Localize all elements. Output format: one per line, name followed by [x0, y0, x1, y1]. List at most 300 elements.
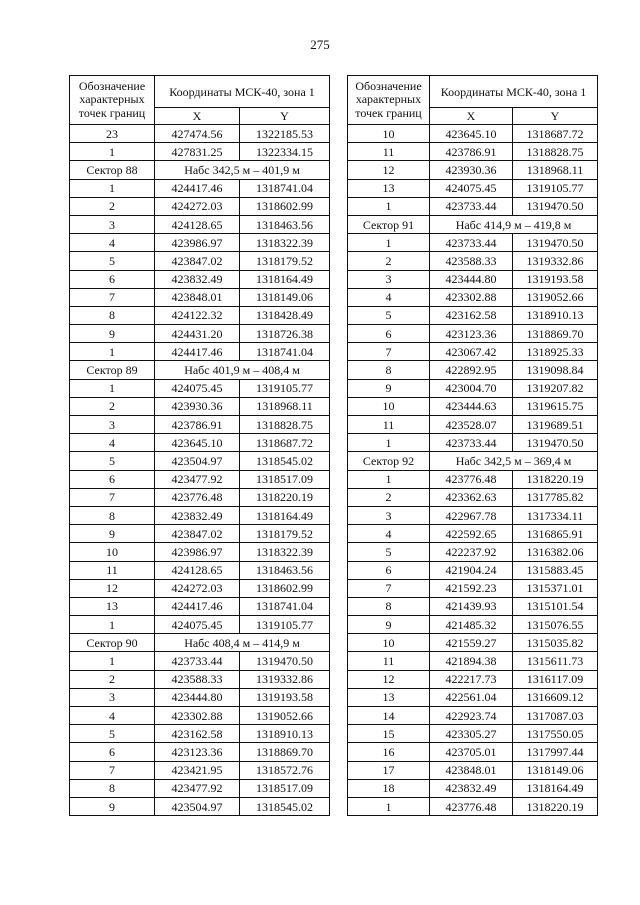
- table-row: [348, 470, 598, 488]
- y-coordinate: 1318968.11: [240, 397, 330, 415]
- point-number: 10: [348, 125, 430, 143]
- point-number: 3: [70, 416, 155, 434]
- table-row: [70, 670, 330, 688]
- y-coordinate: 1316117.09: [513, 670, 598, 688]
- table-row: [348, 707, 598, 725]
- x-coordinate: 424128.65: [155, 561, 240, 579]
- point-number: 3: [348, 506, 430, 524]
- x-coordinate: 424417.46: [155, 179, 240, 197]
- y-coordinate: 1319689.51: [513, 416, 598, 434]
- point-number: 1: [70, 616, 155, 634]
- table-row: [348, 725, 598, 743]
- x-coordinate: 423444.80: [155, 688, 240, 706]
- point-number: 8: [348, 361, 430, 379]
- table-row: [348, 670, 598, 688]
- table-row: [70, 761, 330, 779]
- x-coordinate: 424075.45: [155, 379, 240, 397]
- y-coordinate: 1318322.39: [240, 234, 330, 252]
- point-number: 5: [70, 252, 155, 270]
- point-number: 4: [348, 288, 430, 306]
- table-row: [348, 270, 598, 288]
- y-coordinate: 1318149.06: [513, 761, 598, 779]
- sector-header-row: [348, 452, 598, 470]
- x-coordinate: 423645.10: [155, 434, 240, 452]
- point-number: 4: [348, 525, 430, 543]
- y-coordinate: 1318687.72: [240, 434, 330, 452]
- table-row: [70, 725, 330, 743]
- table-row: [348, 597, 598, 615]
- point-number: 7: [70, 761, 155, 779]
- x-coordinate: 423004.70: [430, 379, 513, 397]
- x-header: X: [155, 108, 240, 125]
- y-coordinate: 1315371.01: [513, 579, 598, 597]
- y-coordinate: 1318164.49: [513, 779, 598, 797]
- point-number: 9: [70, 525, 155, 543]
- x-coordinate: 423162.58: [155, 725, 240, 743]
- y-coordinate: 1319052.66: [240, 707, 330, 725]
- table-row: [348, 561, 598, 579]
- x-coordinate: 424272.03: [155, 579, 240, 597]
- point-number: 6: [348, 561, 430, 579]
- point-number: 10: [348, 397, 430, 415]
- point-number: 9: [70, 325, 155, 343]
- point-number: 18: [348, 779, 430, 797]
- sector-header-row: [348, 215, 598, 233]
- point-number: 8: [70, 506, 155, 524]
- table-row: [348, 234, 598, 252]
- y-coordinate: 1318463.56: [240, 561, 330, 579]
- point-number: 8: [70, 779, 155, 797]
- x-coordinate: 423123.36: [155, 743, 240, 761]
- table-row: [70, 434, 330, 452]
- point-number: 5: [70, 725, 155, 743]
- point-number: 1: [348, 434, 430, 452]
- y-coordinate: 1318572.76: [240, 761, 330, 779]
- x-coordinate: 423162.58: [430, 306, 513, 324]
- table-row: [348, 688, 598, 706]
- y-coordinate: 1317997.44: [513, 743, 598, 761]
- table-row: [348, 506, 598, 524]
- x-coordinate: 423986.97: [155, 543, 240, 561]
- y-coordinate: 1319052.66: [513, 288, 598, 306]
- x-coordinate: 424075.45: [155, 616, 240, 634]
- x-coordinate: 423477.92: [155, 470, 240, 488]
- x-coordinate: 424122.32: [155, 306, 240, 324]
- y-coordinate: 1318149.06: [240, 288, 330, 306]
- sector-header-row: [70, 634, 330, 652]
- table-row: [70, 597, 330, 615]
- x-coordinate: 423504.97: [155, 797, 240, 815]
- page-number: 275: [310, 37, 330, 52]
- table-row: [348, 379, 598, 397]
- point-number: 4: [70, 434, 155, 452]
- sector-name: Сектор 91: [348, 215, 430, 233]
- y-coordinate: 1315611.73: [513, 652, 598, 670]
- x-coordinate: 423847.02: [155, 252, 240, 270]
- x-coordinate: 423832.49: [155, 270, 240, 288]
- table-row: [70, 616, 330, 634]
- point-number: 15: [348, 725, 430, 743]
- x-header: X: [430, 108, 513, 125]
- x-coordinate: 424417.46: [155, 343, 240, 361]
- y-coordinate: 1318517.09: [240, 779, 330, 797]
- table-row: [348, 488, 598, 506]
- x-coordinate: 424272.03: [155, 197, 240, 215]
- y-coordinate: 1318741.04: [240, 597, 330, 615]
- x-coordinate: 423645.10: [430, 125, 513, 143]
- table-row: [70, 743, 330, 761]
- point-number: 10: [348, 634, 430, 652]
- x-coordinate: 423832.49: [430, 779, 513, 797]
- x-coordinate: 422892.95: [430, 361, 513, 379]
- y-coordinate: 1318179.52: [240, 525, 330, 543]
- y-coordinate: 1318726.38: [240, 325, 330, 343]
- point-number: 1: [70, 143, 155, 161]
- x-coordinate: 423528.07: [430, 416, 513, 434]
- y-header: Y: [240, 108, 330, 125]
- point-number: 7: [70, 488, 155, 506]
- table-row: [70, 579, 330, 597]
- point-number: 23: [70, 125, 155, 143]
- table-body-right: [348, 125, 598, 816]
- point-number: 10: [70, 543, 155, 561]
- sector-header-row: [70, 161, 330, 179]
- sector-height-range: Набс 408,4 м – 414,9 м: [155, 634, 330, 652]
- point-number: 13: [348, 688, 430, 706]
- table-row: [70, 125, 330, 143]
- point-number: 7: [348, 343, 430, 361]
- sector-name: Сектор 88: [70, 161, 155, 179]
- table-row: [348, 416, 598, 434]
- table-row: [70, 179, 330, 197]
- table-row: [70, 525, 330, 543]
- x-coordinate: 421485.32: [430, 616, 513, 634]
- table-row: [348, 616, 598, 634]
- x-coordinate: 423705.01: [430, 743, 513, 761]
- point-number: 6: [70, 270, 155, 288]
- x-coordinate: 423302.88: [430, 288, 513, 306]
- point-number: 5: [70, 452, 155, 470]
- y-coordinate: 1316382.06: [513, 543, 598, 561]
- y-coordinate: 1318741.04: [240, 179, 330, 197]
- table-row: [70, 288, 330, 306]
- y-coordinate: 1318545.02: [240, 452, 330, 470]
- coordinates-table-left: [69, 75, 330, 816]
- table-row: [348, 779, 598, 797]
- table-row: [348, 634, 598, 652]
- table-row: [348, 525, 598, 543]
- y-coordinate: 1319332.86: [513, 252, 598, 270]
- y-coordinate: 1318828.75: [240, 416, 330, 434]
- table-row: [70, 343, 330, 361]
- x-coordinate: 423733.44: [430, 234, 513, 252]
- table-body-left: [70, 125, 330, 816]
- point-number: 6: [70, 470, 155, 488]
- y-coordinate: 1318463.56: [240, 215, 330, 233]
- point-number: 2: [70, 670, 155, 688]
- y-coordinate: 1319615.75: [513, 397, 598, 415]
- point-number: 11: [348, 652, 430, 670]
- point-number: 8: [348, 597, 430, 615]
- y-coordinate: 1319193.58: [240, 688, 330, 706]
- point-number: 1: [70, 652, 155, 670]
- sector-height-range: Набс 342,5 м – 369,4 м: [430, 452, 598, 470]
- x-coordinate: 422592.65: [430, 525, 513, 543]
- point-label-header: Обозначение характерных точек границ: [70, 76, 155, 125]
- x-coordinate: 422561.04: [430, 688, 513, 706]
- y-coordinate: 1318545.02: [240, 797, 330, 815]
- y-coordinate: 1318925.33: [513, 343, 598, 361]
- point-number: 6: [348, 325, 430, 343]
- table-row: [348, 197, 598, 215]
- x-coordinate: 423986.97: [155, 234, 240, 252]
- point-number: 8: [70, 306, 155, 324]
- y-coordinate: 1322185.53: [240, 125, 330, 143]
- table-row: [70, 506, 330, 524]
- y-coordinate: 1318428.49: [240, 306, 330, 324]
- table-row: [70, 779, 330, 797]
- y-coordinate: 1318687.72: [513, 125, 598, 143]
- x-coordinate: 423504.97: [155, 452, 240, 470]
- y-coordinate: 1319193.58: [513, 270, 598, 288]
- x-coordinate: 423848.01: [430, 761, 513, 779]
- y-coordinate: 1315035.82: [513, 634, 598, 652]
- table-row: [348, 579, 598, 597]
- point-number: 3: [70, 215, 155, 233]
- table-row: [70, 561, 330, 579]
- x-coordinate: 423477.92: [155, 779, 240, 797]
- point-number: 1: [70, 179, 155, 197]
- point-number: 16: [348, 743, 430, 761]
- y-coordinate: 1318968.11: [513, 161, 598, 179]
- x-coordinate: 427474.56: [155, 125, 240, 143]
- y-coordinate: 1318220.19: [240, 488, 330, 506]
- point-number: 11: [70, 561, 155, 579]
- point-number: 1: [348, 197, 430, 215]
- x-coordinate: 423733.44: [430, 434, 513, 452]
- y-coordinate: 1315076.55: [513, 616, 598, 634]
- table-row: [348, 161, 598, 179]
- x-coordinate: 423123.36: [430, 325, 513, 343]
- x-coordinate: 423776.48: [430, 797, 513, 815]
- table-row: [70, 488, 330, 506]
- y-coordinate: 1318164.49: [240, 270, 330, 288]
- point-number: 9: [348, 379, 430, 397]
- y-coordinate: 1317087.03: [513, 707, 598, 725]
- x-coordinate: 427831.25: [155, 143, 240, 161]
- x-coordinate: 422967.78: [430, 506, 513, 524]
- y-coordinate: 1319470.50: [513, 197, 598, 215]
- point-number: 3: [348, 270, 430, 288]
- table-row: [70, 797, 330, 815]
- coords-header: Координаты МСК-40, зона 1: [430, 76, 598, 108]
- y-coordinate: 1319207.82: [513, 379, 598, 397]
- point-number: 11: [348, 143, 430, 161]
- table-row: [70, 215, 330, 233]
- x-coordinate: 423444.63: [430, 397, 513, 415]
- point-number: 2: [348, 252, 430, 270]
- table-row: [70, 234, 330, 252]
- table-row: [70, 688, 330, 706]
- point-number: 1: [348, 470, 430, 488]
- table-row: [70, 270, 330, 288]
- table-row: [348, 397, 598, 415]
- table-row: [348, 125, 598, 143]
- y-coordinate: 1322334.15: [240, 143, 330, 161]
- point-number: 12: [70, 579, 155, 597]
- x-coordinate: 424075.45: [430, 179, 513, 197]
- point-number: 9: [348, 616, 430, 634]
- point-label-header: Обозначение характерных точек границ: [348, 76, 430, 125]
- point-number: 2: [70, 197, 155, 215]
- x-coordinate: 423786.91: [430, 143, 513, 161]
- y-coordinate: 1318828.75: [513, 143, 598, 161]
- y-coordinate: 1318220.19: [513, 470, 598, 488]
- x-coordinate: 424417.46: [155, 597, 240, 615]
- x-coordinate: 421559.27: [430, 634, 513, 652]
- x-coordinate: 423421.95: [155, 761, 240, 779]
- x-coordinate: 423733.44: [155, 652, 240, 670]
- x-coordinate: 423733.44: [430, 197, 513, 215]
- point-number: 5: [348, 306, 430, 324]
- point-number: 5: [348, 543, 430, 561]
- y-coordinate: 1319470.50: [513, 434, 598, 452]
- x-coordinate: 421439.93: [430, 597, 513, 615]
- x-coordinate: 423305.27: [430, 725, 513, 743]
- x-coordinate: 421592.23: [430, 579, 513, 597]
- y-coordinate: 1318602.99: [240, 579, 330, 597]
- table-row: [70, 143, 330, 161]
- y-coordinate: 1316865.91: [513, 525, 598, 543]
- point-number: 4: [70, 707, 155, 725]
- point-number: 4: [70, 234, 155, 252]
- x-coordinate: 423930.36: [155, 397, 240, 415]
- x-coordinate: 421904.24: [430, 561, 513, 579]
- x-coordinate: 423362.63: [430, 488, 513, 506]
- y-coordinate: 1318869.70: [240, 743, 330, 761]
- table-row: [348, 343, 598, 361]
- y-coordinate: 1318741.04: [240, 343, 330, 361]
- y-coordinate: 1319332.86: [240, 670, 330, 688]
- y-coordinate: 1318179.52: [240, 252, 330, 270]
- x-coordinate: 421894.38: [430, 652, 513, 670]
- y-coordinate: 1317785.82: [513, 488, 598, 506]
- sector-name: Сектор 90: [70, 634, 155, 652]
- table-row: [348, 543, 598, 561]
- x-coordinate: 423847.02: [155, 525, 240, 543]
- x-coordinate: 422217.73: [430, 670, 513, 688]
- x-coordinate: 423848.01: [155, 288, 240, 306]
- point-number: 1: [348, 797, 430, 815]
- sector-height-range: Набс 401,9 м – 408,4 м: [155, 361, 330, 379]
- y-coordinate: 1318910.13: [240, 725, 330, 743]
- point-number: 12: [348, 670, 430, 688]
- table-row: [70, 197, 330, 215]
- table-row: [70, 543, 330, 561]
- y-coordinate: 1319470.50: [513, 234, 598, 252]
- point-number: 12: [348, 161, 430, 179]
- point-number: 13: [348, 179, 430, 197]
- x-coordinate: 423832.49: [155, 506, 240, 524]
- y-coordinate: 1319105.77: [513, 179, 598, 197]
- table-row: [348, 306, 598, 324]
- table-row: [348, 743, 598, 761]
- point-number: 1: [70, 379, 155, 397]
- y-coordinate: 1317334.11: [513, 506, 598, 524]
- y-coordinate: 1318910.13: [513, 306, 598, 324]
- sector-header-row: [70, 361, 330, 379]
- point-number: 9: [70, 797, 155, 815]
- y-coordinate: 1319105.77: [240, 616, 330, 634]
- table-row: [70, 416, 330, 434]
- y-coordinate: 1317550.05: [513, 725, 598, 743]
- table-row: [348, 761, 598, 779]
- table-row: [70, 707, 330, 725]
- y-coordinate: 1318322.39: [240, 543, 330, 561]
- x-coordinate: 423776.48: [155, 488, 240, 506]
- table-row: [348, 652, 598, 670]
- table-row: [348, 252, 598, 270]
- coordinates-table-right: [347, 75, 598, 816]
- table-row: [70, 379, 330, 397]
- table-row: [70, 470, 330, 488]
- x-coordinate: 423588.33: [430, 252, 513, 270]
- table-row: [348, 797, 598, 815]
- point-number: 14: [348, 707, 430, 725]
- y-coordinate: 1318220.19: [513, 797, 598, 815]
- y-coordinate: 1316609.12: [513, 688, 598, 706]
- table-row: [70, 397, 330, 415]
- point-number: 1: [348, 234, 430, 252]
- table-row: [348, 434, 598, 452]
- y-header: Y: [513, 108, 598, 125]
- point-number: 17: [348, 761, 430, 779]
- x-coordinate: 424431.20: [155, 325, 240, 343]
- point-number: 11: [348, 416, 430, 434]
- point-number: 1: [70, 343, 155, 361]
- table-row: [348, 361, 598, 379]
- table-row: [348, 288, 598, 306]
- x-coordinate: 423776.48: [430, 470, 513, 488]
- y-coordinate: 1318602.99: [240, 197, 330, 215]
- point-number: 13: [70, 597, 155, 615]
- sector-height-range: Набс 414,9 м – 419,8 м: [430, 215, 598, 233]
- point-number: 6: [70, 743, 155, 761]
- point-number: 7: [70, 288, 155, 306]
- table-row: [70, 306, 330, 324]
- point-number: 7: [348, 579, 430, 597]
- y-coordinate: 1318164.49: [240, 506, 330, 524]
- table-row: [70, 652, 330, 670]
- x-coordinate: 424128.65: [155, 215, 240, 233]
- table-row: [348, 143, 598, 161]
- y-coordinate: 1319470.50: [240, 652, 330, 670]
- x-coordinate: 423302.88: [155, 707, 240, 725]
- sector-name: Сектор 89: [70, 361, 155, 379]
- x-coordinate: 423067.42: [430, 343, 513, 361]
- x-coordinate: 423930.36: [430, 161, 513, 179]
- table-row: [348, 179, 598, 197]
- y-coordinate: 1319098.84: [513, 361, 598, 379]
- table-row: [70, 252, 330, 270]
- y-coordinate: 1315101.54: [513, 597, 598, 615]
- x-coordinate: 423588.33: [155, 670, 240, 688]
- table-row: [70, 452, 330, 470]
- y-coordinate: 1318517.09: [240, 470, 330, 488]
- y-coordinate: 1319105.77: [240, 379, 330, 397]
- x-coordinate: 422923.74: [430, 707, 513, 725]
- x-coordinate: 423444.80: [430, 270, 513, 288]
